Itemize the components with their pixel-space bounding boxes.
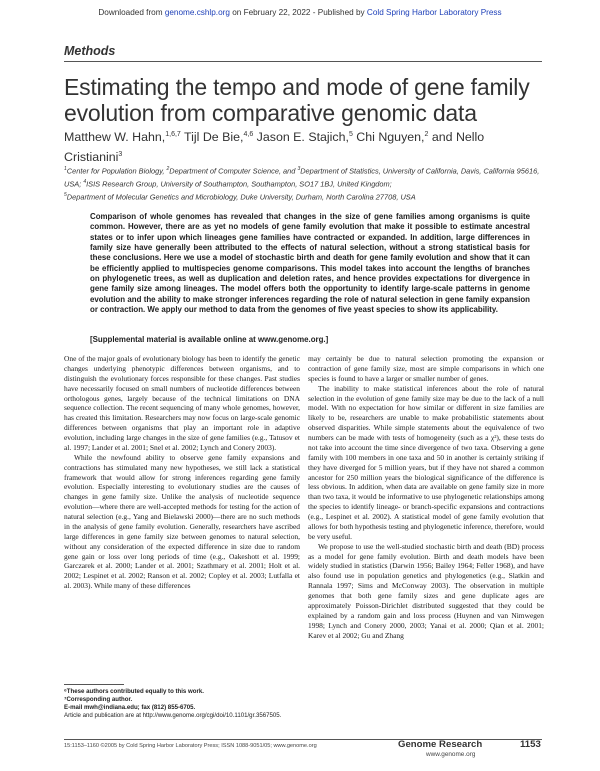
footnote-doi: Article and publication are at http://www.genome.org/cgi/doi/10.1101/gr.3567505. — [64, 712, 282, 720]
affiliation-number: 2 — [166, 166, 170, 172]
download-banner — [0, 8, 600, 17]
affiliation-number: 1 — [64, 166, 67, 172]
body-paragraph: While the newfound ability to observe gene family expansions and contractions has stimulated many new hypotheses, we still lack a statistical framework that would allow for strong inferences regarding gene family evolution. Especially interesting to evolutionary studies are the causes of changes in gene family size. Unlike the analysis of nucleotide sequence evolution—where there are well-accepted methods for testing for the action of natural selection (e.g., Yang and Bielawski 2000)—there are no such methods in the analysis of gene family evolution. Generally, researchers have ascribed large differences in gene family size between genomes to natural selection, without any consideration of the expected difference in size due to random gene gain or loss over long periods of time (e.g., Oakeshott et al. 1999; Garczarek et al. 2000; Lander et al. 2001; Szathmary et al. 2001; Holt et al. 2002; Lespinet et al. 2002; Ranson et al. 2002; Copley et al. 2003; Lutfalla et al. 2003). While many of these differences — [64, 452, 300, 591]
affiliations — [64, 164, 542, 203]
body-paragraph: One of the major goals of evolutionary biology has been to identify the genetic changes underlying phenotypic differences between organisms, and to distinguish the evolutionary forces responsible for these changes. Past studies have necessarily focused on small numbers of nucleotide differences between orthologous genes, largely because of the technical limitations on DNA sequence collection. The recent sequencing of many whole genomes, however, has created this limitation. Researchers may now focus on large-scale genomic differences between organisms that play an important role in adaptive evolution, including large changes in the size of gene families (e.g., Tatusov et al. 1997; Lander et al. 2001; Snel et al. 2002; Lynch and Conery 2003). — [64, 354, 300, 452]
affiliation-text: ISIS Research Group, University of Southampton, Southampton, SO17 1BJ, United Kingdom; — [86, 179, 392, 189]
affiliation-text: Department of Computer Science, and — [169, 166, 298, 176]
author-affiliation-marks: 4,6 — [243, 131, 254, 138]
author-name: Matthew W. Hahn, — [64, 130, 166, 145]
banner-prefix: Downloaded from — [98, 8, 165, 17]
footnotes — [64, 688, 300, 720]
author-affiliation-marks: 1,6,7 — [165, 131, 181, 138]
affiliation-number: 5 — [64, 192, 67, 199]
page-number: 1153 — [520, 739, 541, 750]
banner-publisher-link[interactable]: Cold Spring Harbor Laboratory Press — [366, 8, 502, 17]
author-name: Jason E. Stajich, — [253, 130, 349, 145]
body-paragraph: We propose to use the well-studied stochastic birth and death (BD) process as a model for gene family evolution. Birth and death models have been widely studied in statistics (Darwin 1956; Bailey 1964; Feller 1968), and have also found use in population genetics and phylogenetics (e.g., Slatkin and Rannala 1997; Sims and McConway 2003). The observation in multiple genomes that both gene family sizes and gene duplicate ages are approximately Poisson-Dirichlet distributed suggested that they could be explained by a random gain and loss process (Huynen and van Nimwegen 1998; Lynch and Conery 2000, 2003; Yanai et al. 2000; Qian et al. 2001; Karev et al 2002; Gu and Zhang — [308, 541, 544, 640]
header-rule — [64, 61, 542, 62]
author-list — [64, 126, 544, 166]
footnote-corresponding: ⁷Corresponding author. — [64, 696, 133, 704]
body-column-right — [308, 354, 544, 640]
author-name: and Nello Cristianini — [64, 130, 485, 165]
author-name: Tijl De Bie, — [180, 130, 244, 145]
supplemental-note: [Supplemental material is available online at www.genome.org.] — [90, 335, 329, 344]
author-affiliation-marks: 2 — [424, 131, 429, 138]
affiliation-text: Department of Molecular Genetics and Microbiology, Duke University, Durham, North Carolina 27708, USA — [66, 192, 416, 202]
banner-middle: on February 22, 2022 - Published by — [229, 8, 367, 17]
abstract: Comparison of whole genomes has revealed that changes in the size of gene families among organisms is quite common. However, there are as yet no models of gene family evolution that make it possible to estimate ancestral states or to infer upon which lineages gene families have contracted or expanded. In addition, large differences in family size have generally been attributed to the effects of natural selection, without a strong statistical basis for these conclusions. Here we use a model of stochastic birth and death for gene family evolution and show that it can be efficiently applied to multispecies genome comparisons. This model takes into account the lengths of branches on phylogenetic trees, as well as duplication and deletion rates, and hence provides expectations for divergence in gene family size among lineages. The model offers both the opportunity to identify large-scale patterns in genome evolution and the ability to make stronger inferences regarding the role of natural selection in gene family expansion or contraction. We apply our method to data from the genomes of five yeast species to show its applicability. — [90, 212, 530, 315]
body-column-left — [64, 354, 300, 591]
section-label: Methods — [64, 44, 116, 58]
footer-citation: 15:1153–1160 ©2005 by Cold Spring Harbor Laboratory Press; ISSN 1088-9051/05; www.genome.org — [64, 743, 317, 749]
footnote-email: E-mail mwh@indiana.edu; fax (812) 855-6705. — [64, 704, 196, 712]
affiliation-number: 3 — [297, 166, 301, 172]
affiliation-text: Department of Statistics, University of California, Davis, California 95616, USA; — [64, 166, 540, 189]
author-name: Chi Nguyen, — [352, 130, 425, 145]
footnote-rule — [64, 684, 124, 685]
footnote-equal-contribution: ⁶These authors contributed equally to this work. — [64, 688, 204, 695]
footer-url[interactable]: www.genome.org — [426, 751, 476, 758]
affiliation-text: Center for Population Biology, — [66, 166, 167, 176]
author-affiliation-marks: 3 — [118, 151, 123, 159]
author-affiliation-marks: 5 — [348, 131, 353, 138]
body-paragraph: may certainly be due to natural selection promoting the expansion or contraction of gene family size, most are simple comparisons in which one species is found to have a larger or smaller number of genes. — [308, 354, 544, 383]
affiliation-number: 4 — [83, 179, 87, 186]
body-paragraph: The inability to make statistical inferences about the role of natural selection in the evolution of gene family size may be due to the lack of a null model. With no expectation for how similar or different in size families are likely to be, researchers are unable to make probabilistic statements about observed disparities. While simple statements about the equivalence of two numbers can be made with tests of homogeneity (such as a χ²), these tests do not take into account the time since divergence of two taxa. Observing a gene family with 100 members in one taxa and 50 in another is certainly striking if they have diverged for 5 million years, but if they have not shared a common ancestor for 250 million years the biological significance of the difference is less obvious. In addition, when data are available on gene family size in more than two taxa, it would be informative to use phylogenetic relationships among the species to identify lineage- or branch-specific expansions and contractions (e.g., Lespinet et al. 2002). A statistical model of gene family evolution that allows for both hypothesis testing and phylogenetic inference, therefore, would be very useful. — [308, 383, 544, 541]
article-title: Estimating the tempo and mode of gene family evolution from comparative genomic data — [64, 74, 530, 126]
banner-site-link[interactable]: genome.cshlp.org — [164, 8, 230, 17]
footer-journal-name: Genome Research — [398, 739, 483, 750]
